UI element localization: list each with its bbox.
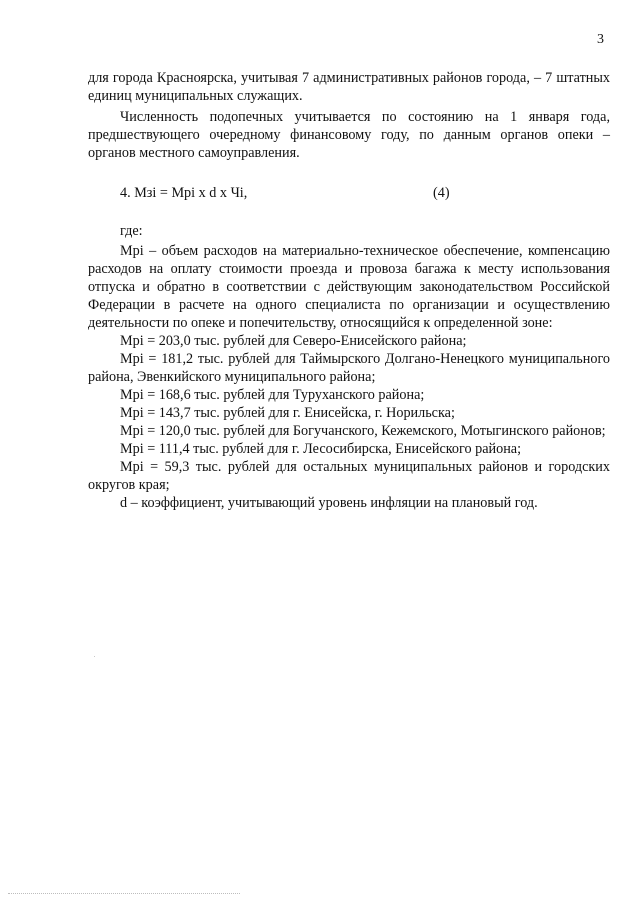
where-label: где: (120, 223, 143, 239)
definition-mri: Мрi – объем расходов на материально-техническое обеспечение, компенсацию расходов на оплату стоимости проезда и провоза багажа к месту использования отпуска и обратно в соответствии с действующим законодательством Российской Федерации в расчете на одного специалиста по организации и осуществлению деятельности по опеке и попечительству, относящийся к определенной зоне: (88, 243, 610, 331)
footer-rule (8, 893, 240, 894)
paragraph-krasnoyarsk-staff: для города Красноярска, учитывая 7 административных районов города, – 7 штатных единиц муниципальных служащих. (88, 70, 610, 104)
definition-turukhansk: Мрi = 168,6 тыс. рублей для Туруханского района; (120, 387, 425, 403)
definition-boguchany-kezhma-motygino: Мрi = 120,0 тыс. рублей для Богучанского, Кежемского, Мотыгинского районов; (120, 423, 606, 439)
definition-severo-eniseisky: Мрi = 203,0 тыс. рублей для Северо-Енисейского района; (120, 333, 467, 349)
definition-d-coefficient: d – коэффициент, учитывающий уровень инфляции на плановый год. (120, 495, 538, 511)
scan-mark (94, 656, 95, 657)
formula-text: 4. Мзi = Мрi х d х Чi, (120, 185, 248, 201)
formula-line (88, 184, 610, 202)
paragraph-wards-count: Численность подопечных учитывается по состоянию на 1 января года, предшествующего очередному финансовому году, по данным органов опеки – органов местного самоуправления. (88, 109, 610, 161)
definition-lesosibirsk-eniseisky: Мрi = 111,4 тыс. рублей для г. Лесосибирска, Енисейского района; (120, 441, 522, 457)
document-body (88, 69, 610, 512)
definition-eniseisk-norilsk: Мрi = 143,7 тыс. рублей для г. Енисейска, г. Норильска; (120, 405, 455, 421)
page-number: 3 (597, 32, 604, 47)
definition-taimyr-evenki: Мрi = 181,2 тыс. рублей для Таймырского Долгано-Ненецкого муниципального района, Эвенкийского муниципального района; (88, 351, 610, 385)
definition-other-districts: Мрi = 59,3 тыс. рублей для остальных муниципальных районов и городских округов края; (88, 459, 610, 493)
formula-number: (4) (433, 185, 450, 201)
